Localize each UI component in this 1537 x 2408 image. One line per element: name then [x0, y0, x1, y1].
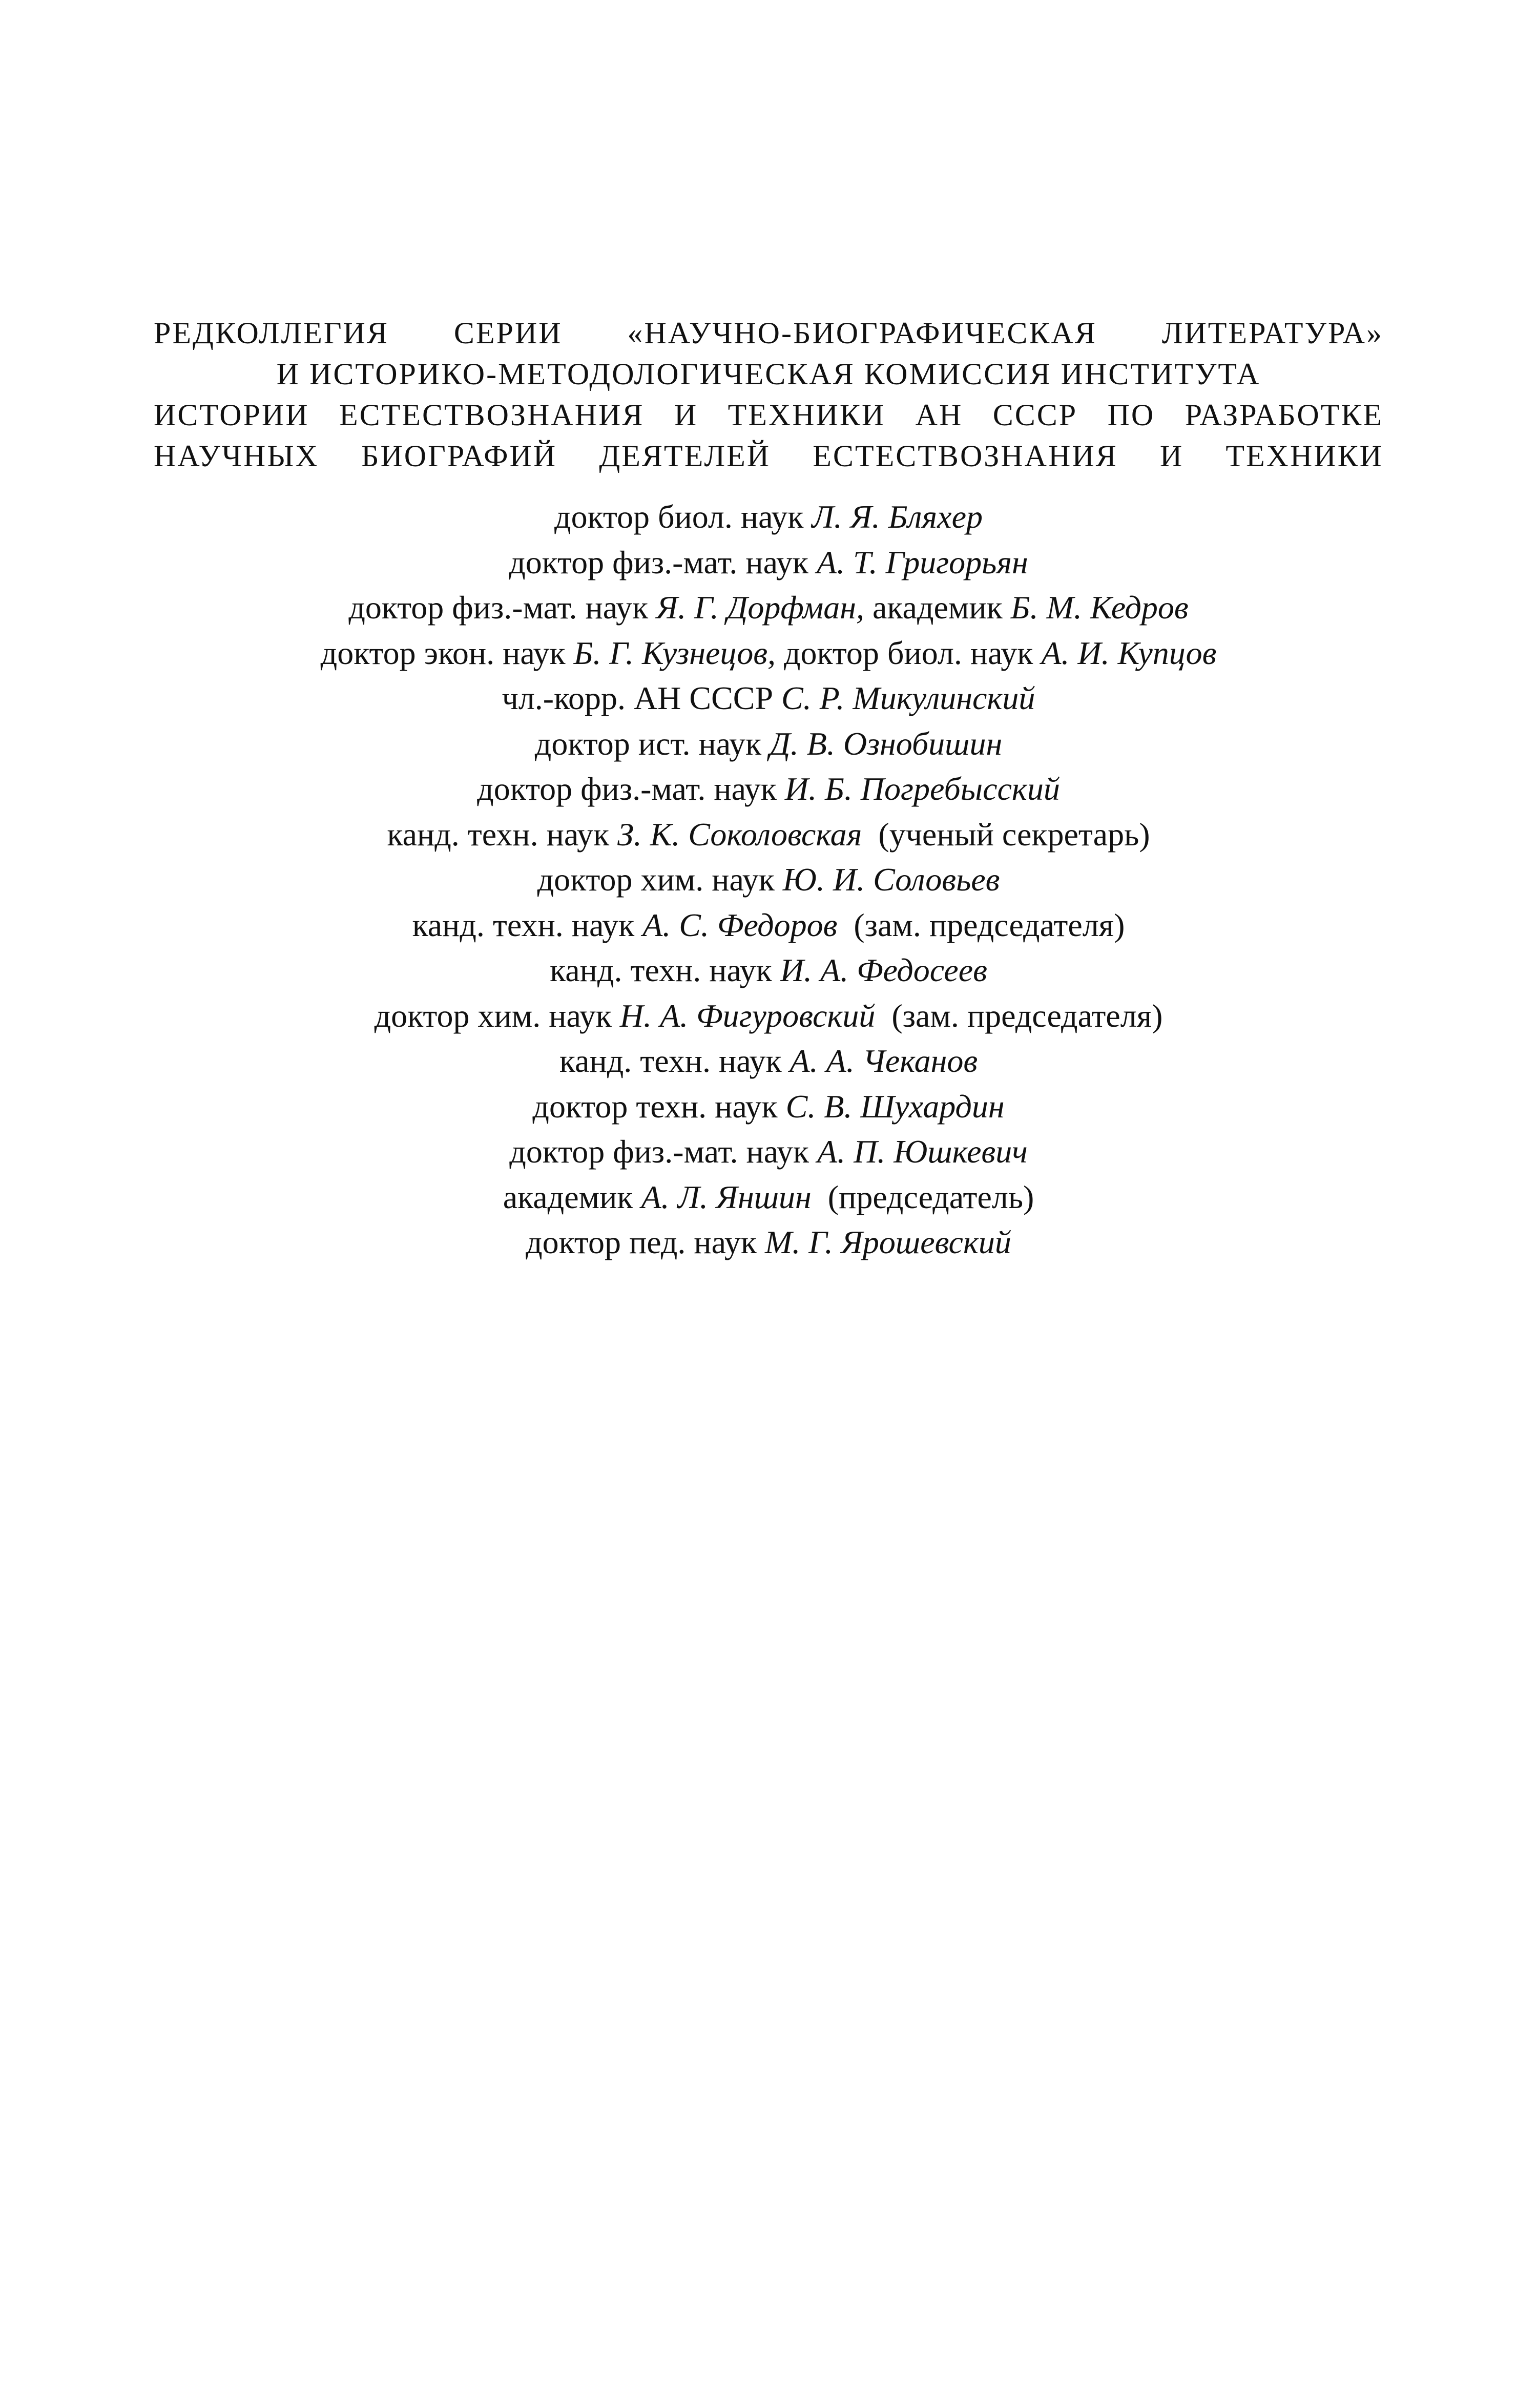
member-title: доктор хим. наук [537, 861, 775, 898]
member-title: доктор физ.-мат. наук [348, 589, 649, 626]
member-name: А. А. Чеканов [790, 1043, 978, 1079]
member-note: (ученый секретарь) [878, 816, 1150, 853]
member-name: Я. Г. Дорфман, [656, 589, 864, 626]
member-title: доктор экон. наук [320, 634, 566, 671]
member-entry [0, 1039, 1537, 1084]
member-title: доктор хим. наук [374, 997, 612, 1034]
board-members-list [0, 494, 1537, 1265]
member-name: Ю. И. Соловьев [782, 861, 1000, 898]
member-name: Б. М. Кедров [1010, 589, 1189, 626]
member-entry [0, 903, 1537, 948]
heading-line: И ИСТОРИКО-МЕТОДОЛОГИЧЕСКАЯ КОМИССИЯ ИНСТИТУТА [276, 357, 1261, 391]
member-title: доктор ист. наук [534, 725, 762, 762]
member-title: канд. техн. наук [412, 906, 635, 943]
member-name: А. Л. Яншин [641, 1178, 812, 1215]
member-entry [0, 812, 1537, 858]
member-entry [0, 631, 1537, 676]
member-entry [0, 540, 1537, 586]
member-name: А. С. Федоров [642, 906, 838, 943]
member-note: (председатель) [827, 1178, 1034, 1215]
member-title: канд. техн. наук [559, 1043, 782, 1079]
member-title: академик [873, 589, 1003, 626]
member-entry [0, 1175, 1537, 1220]
member-entry [0, 766, 1537, 812]
heading-line: ИСТОРИИ ЕСТЕСТВОЗНАНИЯ И ТЕХНИКИ АН СССР ПО РАЗРАБОТКЕ [154, 398, 1383, 432]
member-entry [0, 585, 1537, 631]
member-title: доктор физ.-мат. наук [509, 1133, 809, 1170]
member-name: С. Р. Микулинский [781, 680, 1035, 716]
member-title: канд. техн. наук [550, 952, 772, 988]
member-title: доктор физ.-мат. наук [509, 544, 808, 580]
member-note: (зам. председателя) [891, 997, 1163, 1034]
member-entry [0, 1220, 1537, 1265]
member-name: З. К. Соколовская [617, 816, 862, 853]
member-entry [0, 721, 1537, 767]
member-entry [0, 494, 1537, 540]
heading-line: РЕДКОЛЛЕГИЯ СЕРИИ «НАУЧНО-БИОГРАФИЧЕСКАЯ ЛИТЕРАТУРА» [154, 316, 1383, 350]
member-title: доктор пед. наук [526, 1224, 757, 1260]
member-name: Н. А. Фигуровский [619, 997, 876, 1034]
member-title: академик [503, 1178, 633, 1215]
member-entry [0, 676, 1537, 721]
member-name: И. А. Федосеев [780, 952, 987, 988]
member-name: М. Г. Ярошевский [764, 1224, 1011, 1260]
member-title: доктор биол. наук [783, 634, 1033, 671]
member-title: доктор физ.-мат. наук [477, 771, 777, 807]
member-name: А. П. Юшкевич [817, 1133, 1028, 1170]
member-name: И. Б. Погребысский [784, 771, 1060, 807]
member-entry [0, 948, 1537, 993]
member-entry [0, 1129, 1537, 1175]
editorial-board-heading [154, 313, 1383, 476]
member-name: С. В. Шухардин [785, 1088, 1005, 1125]
member-entry [0, 993, 1537, 1039]
member-title: чл.-корр. АН СССР [502, 680, 774, 716]
member-note: (зам. председателя) [854, 906, 1125, 943]
member-name: А. Т. Григорьян [816, 544, 1028, 580]
member-entry [0, 857, 1537, 903]
member-name: Л. Я. Бляхер [812, 499, 983, 535]
member-name: Д. В. Ознобишин [770, 725, 1003, 762]
member-name: Б. Г. Кузнецов, [573, 634, 776, 671]
member-entry [0, 1084, 1537, 1130]
heading-line: НАУЧНЫХ БИОГРАФИЙ ДЕЯТЕЛЕЙ ЕСТЕСТВОЗНАНИЯ И ТЕХНИКИ [154, 439, 1383, 473]
member-title: доктор техн. наук [532, 1088, 778, 1125]
member-name: А. И. Купцов [1041, 634, 1217, 671]
member-title: доктор биол. наук [554, 499, 804, 535]
member-title: канд. техн. наук [387, 816, 610, 853]
